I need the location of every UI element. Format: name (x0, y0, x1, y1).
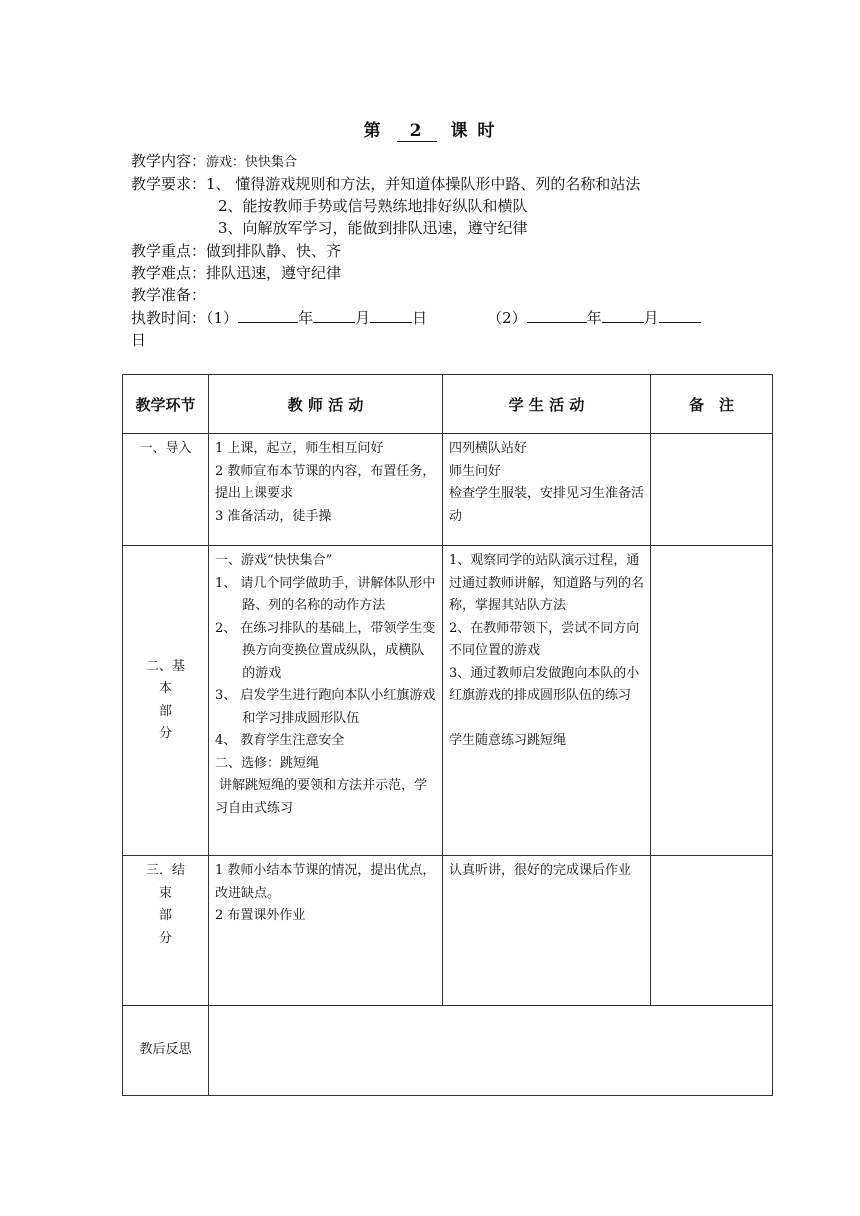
table-row (123, 434, 773, 546)
focus-line (131, 240, 341, 262)
teacher-cell (209, 434, 443, 546)
time2-year-blank (527, 307, 587, 323)
content-label: 教学内容： (131, 152, 207, 170)
table-row (123, 1006, 773, 1096)
time1-day-blank (370, 307, 412, 323)
time2-day-line (131, 329, 146, 351)
header-teacher: 教 师 活 动 (209, 375, 443, 434)
teacher-item: 2 布置课外作业 (215, 908, 306, 923)
stage-label: 二、基 (145, 658, 185, 674)
time2-day-blank (659, 307, 701, 323)
stage-label: 部 (158, 908, 172, 923)
time2-day: 日 (131, 331, 147, 349)
stage-label: 一、导入 (139, 441, 192, 456)
focus-value: 做到排队静、快、齐 (206, 242, 342, 260)
teacher-item: 一、游戏“快快集合” (215, 553, 333, 568)
student-item: 四列横队站好 (449, 441, 528, 456)
time-label: 执教时间： (131, 309, 207, 327)
requirement-3: 3、向解放军学习，能做到排队迅速，遵守纪律 (218, 219, 528, 237)
stage-label: 分 (158, 930, 172, 946)
student-cell (443, 434, 651, 546)
student-item: 师生问好 (449, 463, 502, 479)
table-row (123, 546, 773, 856)
difficulty-value: 排队迅速，遵守纪律 (206, 264, 342, 282)
notes-cell (651, 856, 773, 1006)
time1-prefix: （1） (206, 309, 239, 327)
lesson-title (0, 116, 860, 142)
lesson-plan-table (122, 374, 773, 1096)
student-cell (443, 856, 651, 1006)
teacher-item: 2 教师宣布本节课的内容，布置任务，提出上课要求 (215, 463, 436, 501)
stage-label: 三．结 (145, 863, 185, 878)
teacher-item: 2、 在练习排队的基础上，带领学生变换方向变换位置成纵队，成横队的游戏 (215, 620, 436, 681)
student-cell (443, 546, 651, 856)
title-prefix: 第 (363, 121, 383, 141)
requirements-label: 教学要求： (131, 175, 207, 193)
student-item: 学生随意练习跳短绳 (449, 733, 567, 748)
stage-label: 部 (158, 703, 172, 719)
student-spacer (449, 708, 644, 731)
student-item: 2、在教师带领下，尝试不同方向不同位置的游戏 (449, 620, 640, 658)
stage-cell (123, 856, 209, 1006)
time2-month: 月 (643, 309, 659, 327)
student-item: 3、通过教师启发做跑向本队的小红旗游戏的排成圆形队伍的练习 (449, 665, 640, 703)
stage-label: 本 (158, 681, 172, 696)
stage-cell (123, 434, 209, 546)
time1-year: 年 (298, 309, 314, 327)
teacher-item: 讲解跳短绳的要领和方法并示范，学习自由式练习 (215, 778, 428, 816)
table-row (123, 856, 773, 1006)
header-student: 学 生 活 动 (443, 375, 651, 434)
student-item: 检查学生服装，安排见习生准备活动 (449, 486, 645, 524)
preparation-line (131, 284, 206, 306)
time-line (131, 307, 701, 329)
title-suffix: 课 时 (450, 121, 497, 141)
teacher-item: 1、 请几个同学做助手，讲解体队形中路、列的名称的动作方法 (215, 575, 436, 613)
header-notes: 备 注 (651, 375, 773, 434)
teacher-item: 1 上课，起立，师生相互问好 (215, 441, 384, 456)
content-line (131, 150, 297, 174)
table-header-row (123, 375, 773, 434)
time2-year: 年 (586, 309, 602, 327)
time1-month-blank (313, 307, 355, 323)
time1-year-blank (238, 307, 298, 323)
teacher-item: 3 准备活动，徒手操 (215, 508, 332, 524)
student-item: 认真听讲，很好的完成课后作业 (449, 863, 632, 878)
requirement-2: 2、能按教师手势或信号熟练地排好纵队和横队 (218, 197, 528, 215)
teacher-cell (209, 546, 443, 856)
time1-day: 日 (412, 309, 428, 327)
reflection-label-cell (123, 1006, 209, 1096)
preparation-label: 教学准备： (131, 286, 207, 304)
header-stage: 教学环节 (123, 375, 209, 434)
difficulty-line (131, 262, 341, 284)
difficulty-label: 教学难点： (131, 264, 207, 282)
teacher-item: 二、选修：跳短绳 (215, 755, 320, 771)
reflection-content-cell (209, 1006, 773, 1096)
requirements-line (131, 173, 640, 195)
stage-label: 束 (158, 885, 172, 901)
time2-month-blank (602, 307, 644, 323)
teacher-cell (209, 856, 443, 1006)
teacher-item: 3、 启发学生进行跑向本队小红旗游戏和学习排成圆形队伍 (215, 688, 436, 726)
student-item: 1、观察同学的站队演示过程，通过通过教师讲解，知道路与列的名称，掌握其站队方法 (449, 553, 645, 613)
lesson-number: 2 (397, 121, 437, 142)
teacher-item: 1 教师小结本节课的情况，提出优点，改进缺点。 (215, 863, 436, 901)
notes-cell (651, 434, 773, 546)
stage-label: 分 (158, 726, 172, 741)
teacher-item: 4、 教育学生注意安全 (215, 733, 345, 748)
content-value: 游戏：快快集合 (206, 155, 298, 170)
stage-cell (123, 546, 209, 856)
focus-label: 教学重点： (131, 242, 207, 260)
time2-prefix: （2） (487, 309, 527, 327)
requirement-1: 1、 懂得游戏规则和方法，并知道体操队形中路、列的名称和站法 (206, 175, 641, 193)
time1-month: 月 (355, 309, 371, 327)
reflection-label: 教后反思 (139, 1042, 192, 1058)
notes-cell (651, 546, 773, 856)
